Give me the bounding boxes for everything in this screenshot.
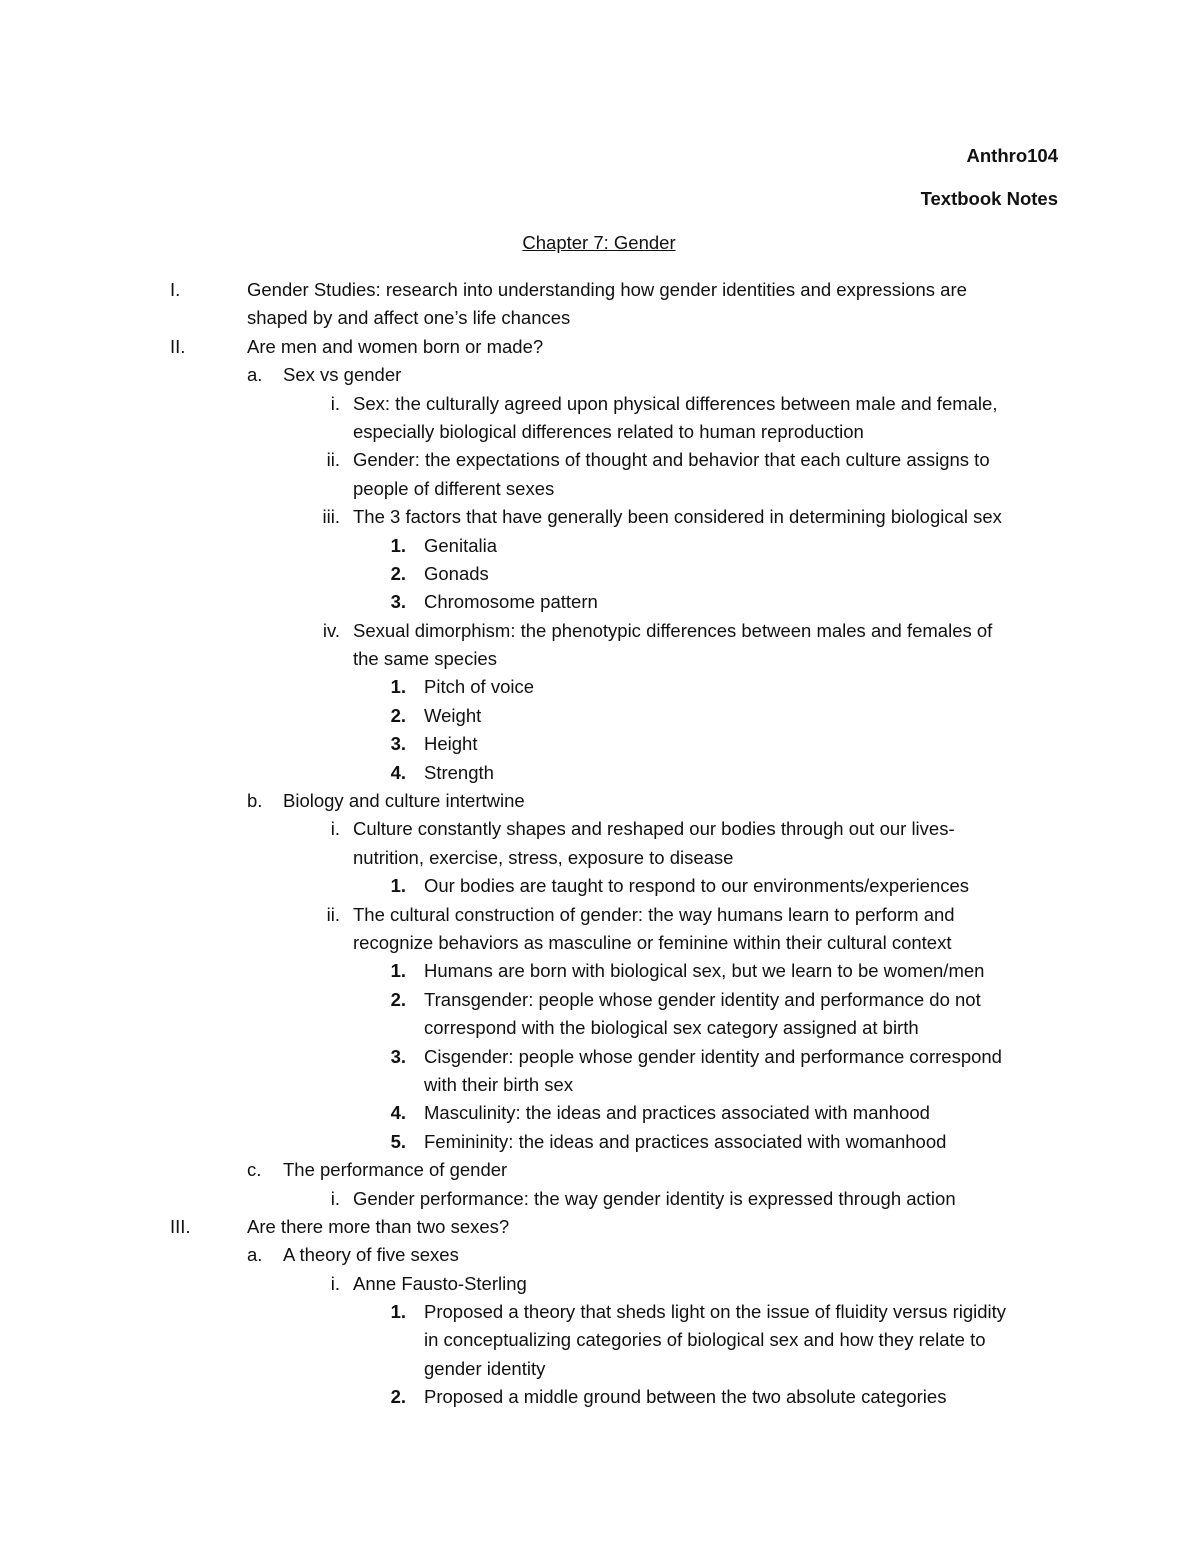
outline-item (0, 532, 1200, 560)
outline-text: shaped by and affect one’s life chances (247, 307, 571, 329)
outline-item (0, 1185, 1200, 1213)
outline-item (0, 901, 1200, 929)
outline-text: Our bodies are taught to respond to our environments/experiences (424, 875, 970, 897)
outline-marker: iv. (322, 619, 340, 641)
outline-text: Masculinity: the ideas and practices associated with manhood (424, 1102, 930, 1124)
outline-text: especially biological differences related to human reproduction (353, 420, 864, 442)
outline-marker: 1. (390, 1301, 406, 1323)
outline-item (0, 872, 1200, 900)
outline-item-continuation (0, 304, 1200, 332)
outline-text: Femininity: the ideas and practices associated with womanhood (424, 1130, 947, 1152)
outline-marker: II. (170, 335, 186, 357)
outline-item (0, 1213, 1200, 1241)
outline-text: The performance of gender (283, 1159, 508, 1181)
outline-item (0, 673, 1200, 701)
outline-item (0, 1383, 1200, 1411)
outline-text: Culture constantly shapes and reshaped our bodies through out our lives- (353, 818, 955, 840)
outline-item (0, 986, 1200, 1014)
outline-item (0, 1241, 1200, 1269)
outline-text: Gonads (424, 562, 489, 584)
outline-item-continuation (0, 1326, 1200, 1354)
outline-item (0, 702, 1200, 730)
outline-text: Height (424, 733, 478, 755)
outline-text: Genitalia (424, 534, 498, 556)
outline-text: people of different sexes (353, 477, 555, 499)
outline-marker: I. (170, 279, 181, 300)
outline-item (0, 390, 1200, 418)
outline-text: correspond with the biological sex category assigned at birth (424, 1017, 919, 1039)
outline-text: Anne Fausto-Sterling (353, 1272, 527, 1294)
outline-item (0, 815, 1200, 843)
outline-marker: 4. (390, 1102, 406, 1124)
outline-marker: 1. (390, 534, 406, 556)
outline-item (0, 446, 1200, 474)
outline-item (0, 759, 1200, 787)
outline-text: The 3 factors that have generally been considered in determining biological sex (353, 506, 1002, 528)
outline-marker: 4. (390, 761, 406, 783)
outline-item-continuation (0, 418, 1200, 446)
outline-text: Chromosome pattern (424, 591, 598, 613)
outline-text: recognize behaviors as masculine or feminine within their cultural context (353, 931, 952, 953)
outline-text: Sex: the culturally agreed upon physical differences between male and female, (353, 392, 998, 414)
outline-text: Biology and culture intertwine (283, 790, 525, 812)
outline-marker: 2. (390, 562, 406, 584)
outline-item-continuation (0, 645, 1200, 673)
outline-text: Are there more than two sexes? (247, 1215, 510, 1237)
outline-item (0, 1043, 1200, 1071)
outline-text: Proposed a theory that sheds light on the issue of fluidity versus rigidity (424, 1301, 1007, 1323)
outline-item-continuation (0, 1071, 1200, 1099)
outline-item-continuation (0, 1355, 1200, 1383)
outline-marker: i. (330, 1187, 340, 1209)
outline-marker: b. (247, 790, 263, 812)
outline-text: Gender performance: the way gender identity is expressed through action (353, 1187, 956, 1209)
outline-marker: 1. (390, 676, 406, 698)
outline-text: Cisgender: people whose gender identity and performance correspond (424, 1045, 1002, 1067)
outline-text: Weight (424, 704, 482, 726)
outline-marker: i. (330, 392, 340, 414)
outline-item (0, 617, 1200, 645)
outline-marker: iii. (322, 506, 340, 528)
outline-marker: III. (170, 1215, 191, 1237)
outline-text: Pitch of voice (424, 676, 535, 698)
outline-marker: 2. (390, 1386, 406, 1408)
outline-marker: 3. (390, 1045, 406, 1067)
outline-text: gender identity (424, 1357, 546, 1379)
outline-item (0, 333, 1200, 361)
outline-item (0, 1128, 1200, 1156)
outline-marker: i. (330, 818, 340, 840)
outline-list (0, 276, 1200, 1412)
outline-text: Gender Studies: research into understanding how gender identities and expressions are (247, 279, 967, 300)
outline-text: nutrition, exercise, stress, exposure to disease (353, 846, 734, 868)
outline-item-continuation (0, 844, 1200, 872)
outline-marker: 3. (390, 591, 406, 613)
outline-item (0, 1270, 1200, 1298)
outline-item (0, 730, 1200, 758)
outline-marker: 3. (390, 733, 406, 755)
outline-marker: 5. (390, 1130, 406, 1152)
outline-marker: i. (330, 1272, 340, 1294)
outline-text: Gender: the expectations of thought and behavior that each culture assigns to (353, 449, 990, 471)
outline-marker: c. (247, 1159, 262, 1181)
outline-item (0, 588, 1200, 616)
outline-item (0, 560, 1200, 588)
outline-item (0, 1099, 1200, 1127)
outline-item (0, 957, 1200, 985)
outline-text: with their birth sex (424, 1073, 574, 1095)
outline-text: Proposed a middle ground between the two absolute categories (424, 1386, 947, 1408)
outline-marker: a. (247, 364, 263, 386)
outline-item (0, 503, 1200, 531)
outline-marker: ii. (326, 903, 340, 925)
course-code: Anthro104 (966, 145, 1058, 166)
outline-marker: a. (247, 1244, 263, 1266)
outline-text: in conceptualizing categories of biological sex and how they relate to (424, 1329, 986, 1351)
outline-item (0, 1298, 1200, 1326)
outline-text: Sex vs gender (283, 364, 402, 386)
outline-item (0, 276, 1200, 304)
page-title: Chapter 7: Gender (522, 232, 676, 253)
outline-item (0, 1156, 1200, 1184)
outline-text: A theory of five sexes (283, 1244, 459, 1266)
outline-item (0, 787, 1200, 815)
outline-text: Humans are born with biological sex, but we learn to be women/men (424, 960, 985, 982)
outline-marker: 2. (390, 704, 406, 726)
outline-text: the same species (353, 648, 497, 670)
outline-item-continuation (0, 1014, 1200, 1042)
outline-marker: ii. (326, 449, 340, 471)
outline-text: Transgender: people whose gender identity and performance do not (424, 988, 981, 1010)
outline-text: Sexual dimorphism: the phenotypic differences between males and females of (353, 619, 993, 641)
document-type: Textbook Notes (920, 188, 1058, 209)
outline-marker: 1. (390, 875, 406, 897)
outline-text: Strength (424, 761, 494, 783)
outline-text: Are men and women born or made? (247, 335, 544, 357)
outline-item (0, 361, 1200, 389)
outline-marker: 2. (390, 988, 406, 1010)
outline-text: The cultural construction of gender: the way humans learn to perform and (353, 903, 955, 925)
outline-marker: 1. (390, 960, 406, 982)
outline-item-continuation (0, 929, 1200, 957)
outline-item-continuation (0, 475, 1200, 503)
